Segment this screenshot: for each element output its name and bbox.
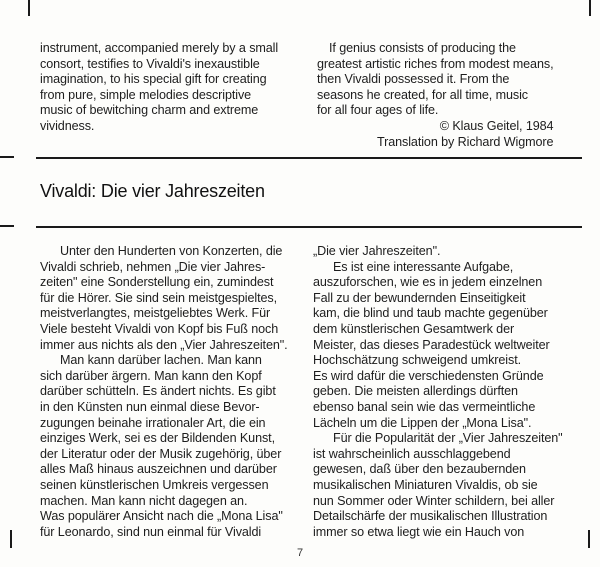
- section-divider-heading: [36, 226, 582, 228]
- german-text-right-column: [313, 244, 563, 540]
- text-line: Es ist eine interessante Aufgabe,: [333, 259, 514, 274]
- text-line: then Vivaldi possessed it. From the: [317, 72, 510, 87]
- text-line: ebenso banal sein wie das vermeintliche: [313, 399, 536, 414]
- text-line: immer aus nichts als den „Vier Jahreszeiten".: [40, 337, 288, 352]
- text-line: Detailschärfe der musikalischen Illustration: [313, 509, 548, 524]
- text-line: seinen künstlerischen Umkreis vergessen: [40, 477, 269, 492]
- text-line: auszuforschen, wie es in jedem einzelnen: [313, 275, 543, 290]
- credit-author: © Klaus Geitel, 1984: [439, 118, 554, 133]
- text-line: Für die Popularität der „Vier Jahreszeiten": [333, 431, 563, 446]
- text-line: für Leonardo, sind nun einmal für Vivaldi: [40, 524, 262, 539]
- crop-mark-left-mid: [0, 225, 14, 227]
- text-line: for all four ages of life.: [317, 103, 439, 118]
- text-line: zeiten" eine Sonderstellung ein, zumindest: [40, 275, 274, 290]
- text-line: Hochschätzung schweigend umkreist.: [313, 353, 522, 368]
- german-text-left-column: [40, 244, 288, 540]
- text-line: nun Sommer oder Winter schildern, bei aller: [313, 493, 555, 508]
- text-line: from pure, simple melodies descriptive: [40, 87, 252, 102]
- text-line: machen. Man kann nicht dagegen an.: [40, 493, 248, 508]
- page-number: 7: [296, 547, 304, 559]
- text-line: kam, die blind und taub machte gegenüber: [313, 306, 548, 321]
- text-line: für die Hörer. Sie sind sein meistgespieltes,: [40, 290, 277, 305]
- text-line: in den Künsten nun einmal diese Bevor-: [40, 399, 260, 414]
- text-line: Unter den Hunderten von Konzerten, die: [60, 244, 283, 258]
- section-heading: Vivaldi: Die vier Jahreszeiten: [40, 181, 265, 201]
- text-line: „Die vier Jahreszeiten".: [313, 244, 441, 258]
- text-line: einziges Werk, sei es der Bildenden Kunst,: [40, 431, 275, 446]
- crop-mark-top-right: [589, 0, 591, 16]
- text-line: Es wird dafür die verschiedensten Gründe: [313, 368, 544, 383]
- text-line: immer so etwa liegt wie ein Hauch von: [313, 524, 525, 539]
- text-line: dem künstlerischen Gesamtwerk der: [313, 321, 515, 336]
- text-line: vividness.: [40, 118, 95, 133]
- text-line: consort, testifies to Vivaldi's inexaustible: [40, 56, 260, 71]
- credit-translation: Translation by Richard Wigmore: [377, 134, 554, 149]
- text-line: sich darüber ärgern. Man kann den Kopf: [40, 368, 262, 383]
- text-line: Man kann darüber lachen. Man kann: [60, 353, 262, 368]
- text-line: gewesen, daß über den bezaubernden: [313, 462, 526, 477]
- english-text-right-column: [317, 41, 553, 150]
- crop-mark-top-left: [28, 0, 30, 16]
- text-line: Was populärer Ansicht nach die „Mona Lisa": [40, 509, 283, 524]
- text-line: geben. Die meisten allerdings dürften: [313, 384, 518, 399]
- text-line: Meister, das dieses Paradestück weltweiter: [313, 337, 550, 352]
- text-line: alles Maß hinaus auszeichnen und darüber: [40, 462, 277, 477]
- english-text-left-column: [40, 41, 278, 135]
- text-line: If genius consists of producing the: [329, 41, 516, 55]
- text-line: Viele besteht Vivaldi von Kopf bis Fuß noch: [40, 321, 279, 336]
- text-line: imagination, to his special gift for creating: [40, 72, 267, 87]
- text-line: Lächeln um die Lippen der „Mona Lisa".: [313, 415, 532, 430]
- text-line: music of bewitching charm and extreme: [40, 103, 259, 118]
- text-line: zugungen beinahe irrationaler Art, die ein: [40, 415, 266, 430]
- text-line: instrument, accompanied merely by a small: [40, 41, 279, 55]
- crop-mark-bottom-left: [10, 530, 12, 548]
- text-line: greatest artistic riches from modest means,: [317, 56, 554, 71]
- text-line: darüber schütteln. Es ändert nichts. Es gibt: [40, 384, 276, 399]
- text-line: musikalischen Miniaturen Vivaldis, ob sie: [313, 477, 538, 492]
- crop-mark-left-upper: [0, 156, 14, 158]
- text-line: Fall zu der bewundernden Einseitigkeit: [313, 290, 526, 305]
- text-line: ist wahrscheinlich ausschlaggebend: [313, 446, 511, 461]
- text-line: der Literatur oder der Musik zugehörig, über: [40, 446, 282, 461]
- text-line: meistverlangtes, meistgeliebtes Werk. Für: [40, 306, 271, 321]
- text-line: Vivaldi schrieb, nehmen „Die vier Jahres-: [40, 259, 266, 274]
- crop-mark-bottom-right: [588, 530, 590, 548]
- section-divider-top: [36, 157, 582, 159]
- text-line: seasons he created, for all time, music: [317, 87, 528, 102]
